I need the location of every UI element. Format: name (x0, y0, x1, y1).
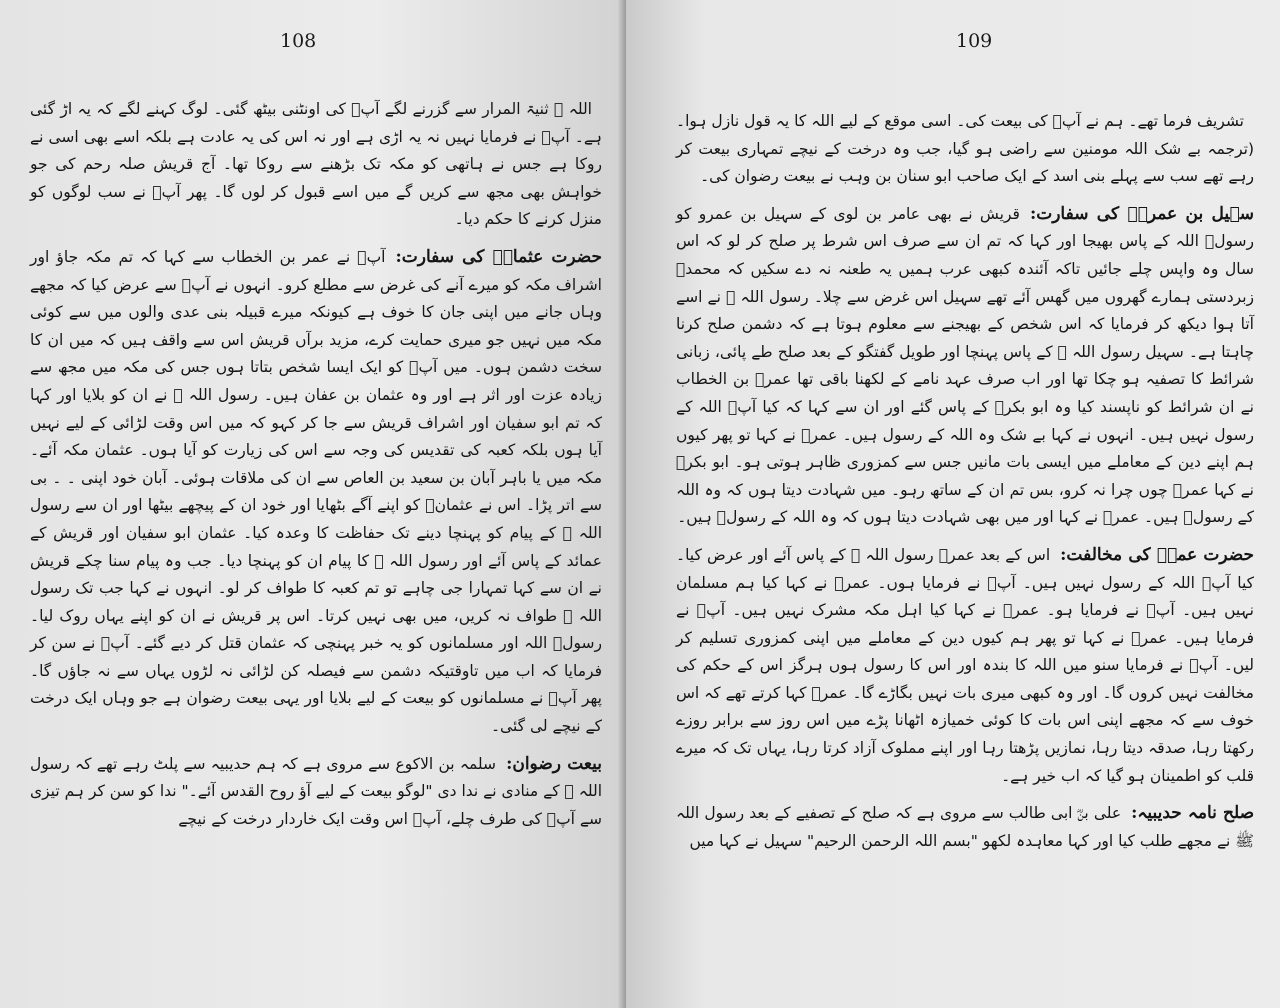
text-column (30, 96, 602, 833)
paragraph (676, 800, 1254, 855)
paragraph (676, 201, 1254, 532)
section-heading: حضرت عثمانؓ کی سفارت: (395, 246, 602, 267)
paragraph (30, 751, 602, 834)
right-page (626, 0, 1280, 1008)
paragraph-text: اس کے بعد عمرؓ رسول اللہ ﷺ کے پاس آئے اور عرض کیا۔ کیا آپؐ اللہ کے رسول نہیں ہیں۔ آپؐ نے فرمایا ہوں۔ عمرؓ نے کہا کیا ہم مسلمان نہیں ہیں۔ آپؐ نے فرمایا ہو۔ عمرؓ نے کہا کیا اہل مکہ مشرک نہیں ہیں۔ آپؐ نے فرمایا ہیں۔ عمرؓ نے کہا تو پھر ہم کیوں دین کے معاملے میں اپنی کمزوری تسلیم کر لیں۔ آپؐ نے فرمایا سنو میں اللہ کا بندہ اور اس کا رسول ہوں ہرگز اس کے حکم کی مخالفت نہیں کروں گا۔ اور وہ کبھی میری بات نہیں بگاڑے گا۔ عمرؓ کہا کرتے تھے کہ اس خوف سے کہ مجھے اپنی اس بات کا کوئی خمیازہ اٹھانا پڑے میں اس روز سے برابر روزے رکھتا رہا، صدقہ دیتا رہا، نمازیں پڑھتا رہا اور اپنے مملوک آزاد کرتا رہا، یہاں تک کہ میرے قلب کو اطمینان ہو گیا کہ اب خیر ہے۔ (676, 545, 1254, 785)
page-number: 109 (956, 30, 993, 52)
section-heading: حضرت عمرؓ کی مخالفت: (1060, 544, 1254, 565)
paragraph-text: آپؐ نے عمر بن الخطاب سے کہا کہ تم مکہ جاؤ اور اشراف مکہ کو میرے آنے کی غرض سے مطلع کرو۔ انہوں نے آپؐ سے عرض کیا کہ مجھے وہاں جانے میں اپنی جان کا خوف ہے کیونکہ میرے قبیلہ بنی عدی والوں میں سے کوئی مکہ میں نہیں جو میری حمایت کرے، مزید برآں قریش اس سے واقف ہیں کہ میں ان کا سخت دشمن ہوں۔ میں آپؐ کو ایک ایسا شخص بتاتا ہوں جس کی مکہ میں مجھ سے زیادہ عزت اور اثر ہے اور وہ عثمان بن عفان ہیں۔ رسول اللہ ﷺ نے ان کو بلایا اور کہا کہ تم ابو سفیان اور اشراف قریش سے جا کر کہو کہ میں اس وقت لڑائی کے لیے نہیں آیا ہوں بلکہ کعبہ کی تقدیس کی وجہ سے اس کی زیارت کو آیا ہوں۔ عثمان مکہ آئے۔ مکہ میں یا باہر آبان بن سعید بن العاص سے ان کی ملاقات ہوئی۔ آبان خود اپنی ۔ ۔ بی سے اتر پڑا۔ اس نے عثمانؓ کو اپنے آگے بٹھایا اور خود ان کے پیچھے بیٹھا اور ان سے رسول اللہ ﷺ کے پیام کو پہنچا دینے تک حفاظت کا وعدہ کیا۔ عثمان ابو سفیان اور قریش کے عمائد کے پاس آئے اور رسول اللہ ﷺ کا پیام ان کو پہنچا دیا۔ جب وہ پیام سنا چکے قریش نے ان سے کہا تمہارا جی چاہے تو تم کعبہ کا طواف کر لو۔ انہوں نے کہا جب تک رسول اللہ ﷺ طواف نہ کریں، میں بھی نہیں کرتا۔ اس پر قریش نے ان کو اپنے یہاں روک لیا۔ رسولؐ اللہ اور مسلمانوں کو یہ خبر پہنچی کہ عثمان قتل کر دیے گئے۔ آپؐ نے سن کر فرمایا کہ اب میں تاوقتیکہ دشمن سے فیصلہ کن لڑائی نہ لڑوں یہاں سے نہ جاؤں گا۔ پھر آپؐ نے مسلمانوں کو بیعت کے لیے بلایا اور یہی بیعت رضوان ہے جو وہاں ایک درخت کے نیچے لی گئی۔ (30, 247, 602, 736)
paragraph-text: قریش نے بھی عامر بن لوی کے سہیل بن عمرو کو رسولؐ اللہ کے پاس بھیجا اور کہا کہ تم ان سے صرف اس شرط پر صلح کر لو کہ اس سال وہ واپس چلے جائیں تاکہ آئندہ کبھی عرب ہمیں یہ طعنہ نہ دے سکیں کہ محمدؐ زبردستی ہمارے گھروں میں گھس آئے تھے سہیل اس غرض سے چلا۔ رسول اللہ ﷺ نے اسے آتا ہوا دیکھ کر فرمایا کہ اس شخص کے بھیجنے سے معلوم ہوتا ہے کہ دشمن صلح کرنا چاہتا ہے۔ سہیل رسول اللہ ﷺ کے پاس پہنچا اور طویل گفتگو کے بعد صلح طے پائی، زبانی شرائط کا تصفیہ ہو چکا تھا اور اب صرف عہد نامے کے لکھنا باقی تھا عمرؓ بن الخطاب نے ان شرائط کو ناپسند کیا وہ ابو بکرؓ کے پاس گئے اور ان سے کہا کہ کیا آپؐ اللہ کے رسول نہیں ہیں۔ انہوں نے کہا بے شک وہ اللہ کے رسول ہیں۔ عمرؓ نے کہا تو پھر کیوں ہم اپنے دین کے معاملے میں ایسی بات مانیں جس سے کمزوری ظاہر ہوتی ہو۔ ابو بکرؓ نے کہا عمرؓ چوں چرا نہ کرو، بس تم ان کے ساتھ رہو۔ میں شہادت دیتا ہوں کہ وہ اللہ کے رسولؐ ہیں۔ عمرؓ نے کہا اور میں بھی شہادت دیتا ہوں کہ وہ اللہ کے رسولؐ ہیں۔ (676, 204, 1254, 527)
text-column (676, 108, 1254, 855)
paragraph (30, 244, 602, 741)
left-page (0, 0, 626, 1008)
paragraph (30, 96, 602, 234)
page-number: 108 (280, 30, 317, 52)
paragraph-text: علی بنؓ ابی طالب سے مروی ہے کہ صلح کے تصفیے کے بعد رسول اللہ ﷺ نے مجھے طلب کیا اور کہا معاہدہ لکھو "بسم اللہ الرحمن الرحیم" سہیل نے کہا میں (676, 804, 1254, 850)
section-heading: صلح نامہ حدیبیہ: (1131, 803, 1255, 824)
paragraph (676, 542, 1254, 790)
section-heading: بیعت رضوان: (506, 753, 602, 774)
paragraph-text: تشریف فرما تھے۔ ہم نے آپؐ کی بیعت کی۔ اسی موقع کے لیے اللہ کا یہ قول نازل ہوا۔ (ترجمہ بے شک اللہ مومنین سے راضی ہو گیا، جب وہ درخت کے نیچے تمہاری بیعت کر رہے تھے سب سے پہلے بنی اسد کے ایک صاحب ابو سنان بن وہب نے بیعت رضوان کی۔ (676, 112, 1254, 186)
paragraph-text: اللہ ﷺ ثنیۃ المرار سے گزرنے لگے آپؐ کی اونٹنی بیٹھ گئی۔ لوگ کہنے لگے کہ یہ اڑ گئی ہے۔ آپؐ نے فرمایا نہیں نہ یہ اڑی ہے اور نہ اس کی یہ عادت ہے بلکہ اسے بھی اسی نے روکا ہے جس نے ہاتھی کو مکہ تک بڑھنے سے روکا تھا۔ آج قریش صلہ رحم کی جو خواہش بھی مجھ سے کریں گے میں اسے قبول کر لوں گا۔ پھر آپؐ نے سب لوگوں کو منزل کرنے کا حکم دیا۔ (30, 100, 602, 229)
paragraph (676, 108, 1254, 191)
paragraph-text: سلمہ بن الاکوع سے مروی ہے کہ ہم حدیبیہ سے پلٹ رہے تھے کہ رسول اللہ ﷺ کے منادی نے ندا دی "لوگو بیعت کے لیے آؤ روح القدس آئے۔" ندا کو سن کر ہم تیزی سے آپؐ کی طرف چلے، آپؐ اس وقت ایک خاردار درخت کے نیچے (30, 754, 602, 828)
section-heading: سہیل بن عمروؓ کی سفارت: (1029, 203, 1255, 224)
